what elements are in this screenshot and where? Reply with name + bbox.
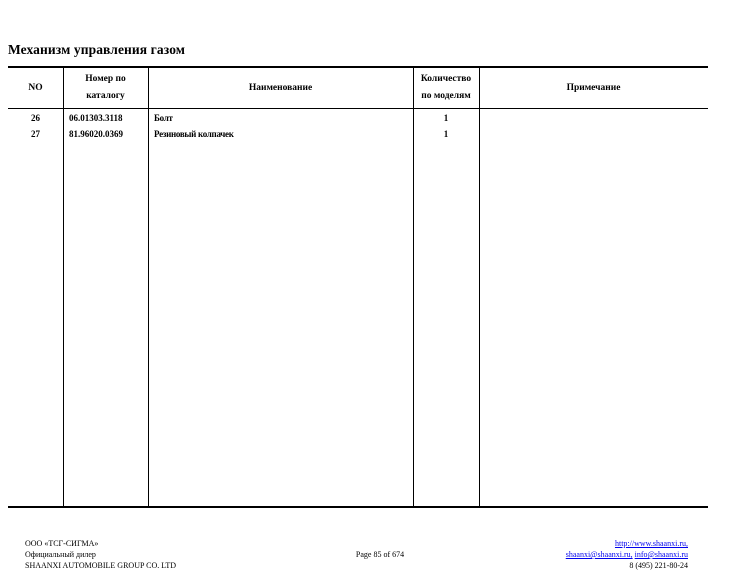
footer-right xyxy=(566,538,688,571)
footer-company: ООО «ТСГ-СИГМА» xyxy=(25,539,99,548)
header-qty-line1: Количество xyxy=(420,74,472,84)
row-catalog-number: 81.96020.0369 xyxy=(69,129,123,139)
row-quantity: 1 xyxy=(443,113,449,123)
email-link[interactable]: info@shaanxi.ru xyxy=(634,550,688,559)
column-divider xyxy=(479,67,480,507)
header-quantity xyxy=(413,71,479,105)
header-catalog-line2: каталогу xyxy=(86,91,125,101)
header-divider xyxy=(8,108,708,109)
row-quantity: 1 xyxy=(443,129,449,139)
column-divider xyxy=(148,67,149,507)
header-note: Примечание xyxy=(566,83,621,93)
footer-left xyxy=(25,538,176,571)
table-bottom-border xyxy=(8,506,708,508)
header-catalog-number xyxy=(63,71,148,105)
page-title: Механизм управления газом xyxy=(8,42,186,57)
header-catalog-line1: Номер по xyxy=(85,74,126,84)
column-divider xyxy=(63,67,64,507)
header-qty-line2: по моделям xyxy=(421,91,471,101)
header-no: NO xyxy=(28,83,43,93)
row-name: Болт xyxy=(154,113,173,123)
row-catalog-number: 06.01303.3118 xyxy=(69,113,123,123)
page-number: Page 85 of 674 xyxy=(355,550,405,559)
footer-group: SHAANXI AUTOMOBILE GROUP CO. LTD xyxy=(25,561,177,570)
row-no: 27 xyxy=(31,129,40,139)
footer-dealer: Официальный дилер xyxy=(25,550,96,559)
email-link[interactable]: shaanxi@shaanxi.ru, xyxy=(565,550,633,559)
footer-phone: 8 (495) 221-80-24 xyxy=(629,561,688,570)
row-name: Резиновый колпачек xyxy=(154,129,234,139)
row-no: 26 xyxy=(31,113,40,123)
header-name: Наименование xyxy=(248,83,313,93)
website-link[interactable]: http://www.shaanxi.ru, xyxy=(614,539,688,548)
table-top-border xyxy=(8,66,708,68)
